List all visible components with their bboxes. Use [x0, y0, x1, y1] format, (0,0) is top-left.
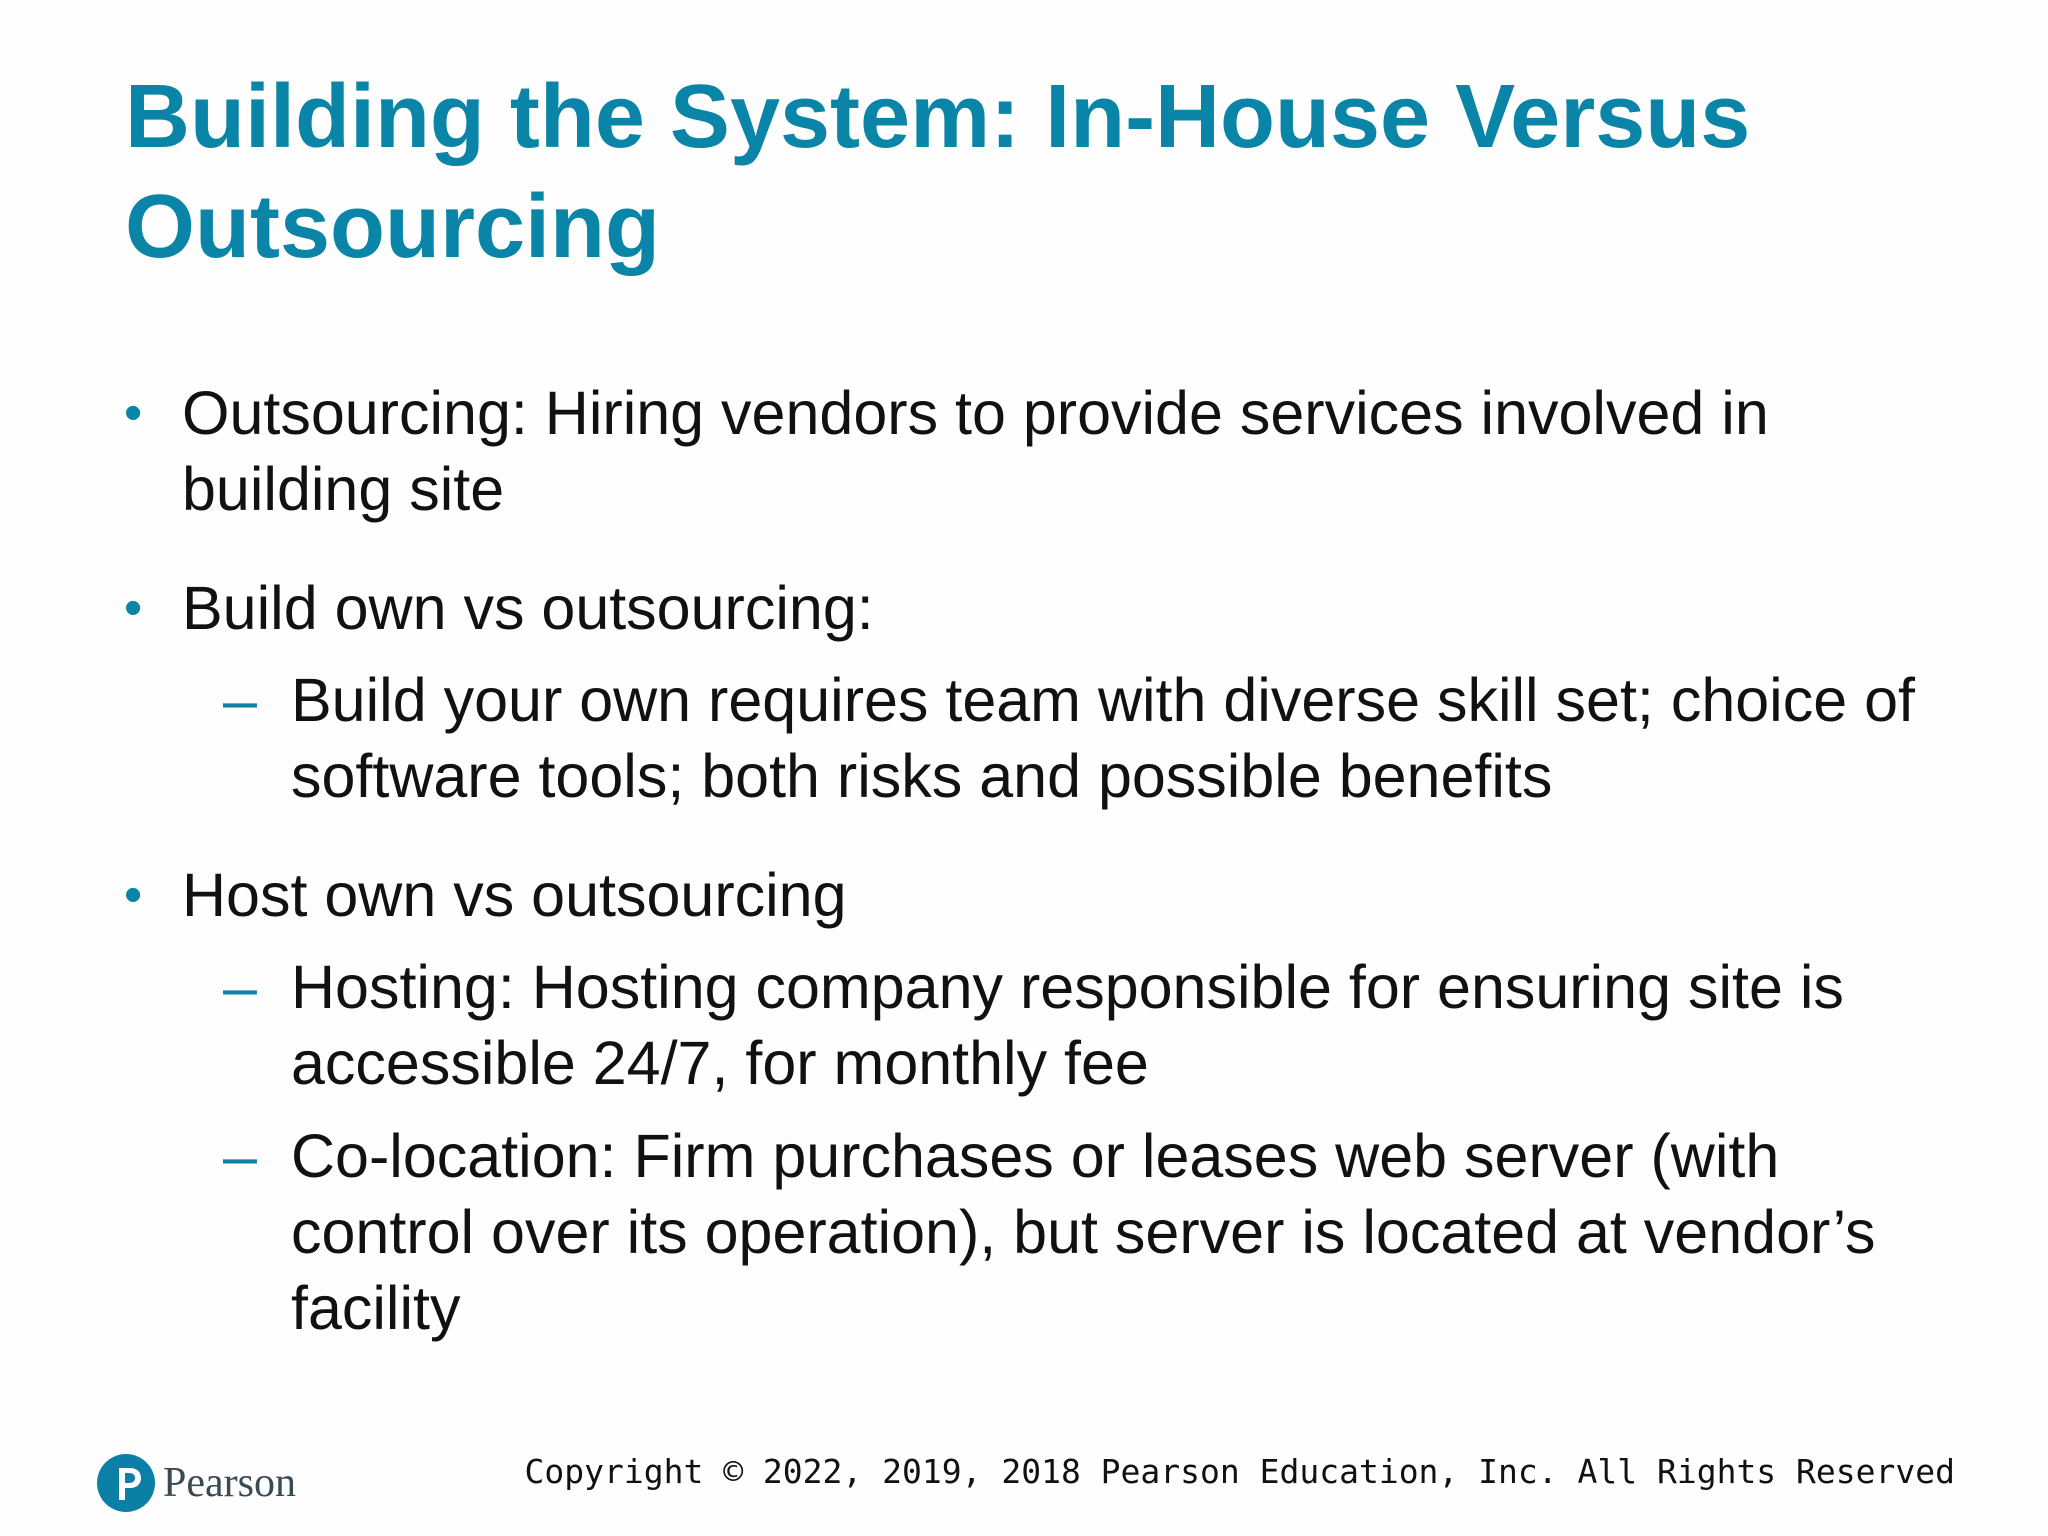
bullet-text: Outsourcing: Hiring vendors to provide services involved in building site — [182, 379, 1769, 523]
bullet-marker: • — [124, 384, 143, 442]
bullet-text: Build own vs outsourcing: — [182, 574, 874, 642]
copyright-notice: Copyright © 2022, 2019, 2018 Pearson Education, Inc. All Rights Reserved — [524, 1452, 1955, 1491]
bullet-marker: • — [124, 866, 143, 924]
sub-bullet-marker: – — [223, 953, 257, 1021]
pearson-p-icon — [97, 1454, 155, 1512]
sub-bullet-marker: – — [223, 666, 257, 734]
sub-bullet-text: Build your own requires team with diverse skill set; choice of software tools; both risks and possible benefits — [291, 666, 1915, 810]
pearson-p-glyph-icon — [97, 1454, 155, 1512]
bullet-marker: • — [124, 579, 143, 637]
pearson-wordmark: Pearson — [163, 1460, 296, 1506]
sub-bullet-text: Co-location: Firm purchases or leases web server (with control over its operation), but server is located at vendor’s facility — [291, 1122, 1876, 1342]
sub-bullet-marker: – — [223, 1122, 257, 1190]
pearson-logo — [97, 1448, 296, 1518]
bullet-text: Host own vs outsourcing — [182, 861, 847, 929]
sub-bullet-text: Hosting: Hosting company responsible for ensuring site is accessible 24/7, for monthly fee — [291, 953, 1844, 1097]
slide-title: Building the System: In-House Versus Outsourcing — [125, 67, 1751, 277]
